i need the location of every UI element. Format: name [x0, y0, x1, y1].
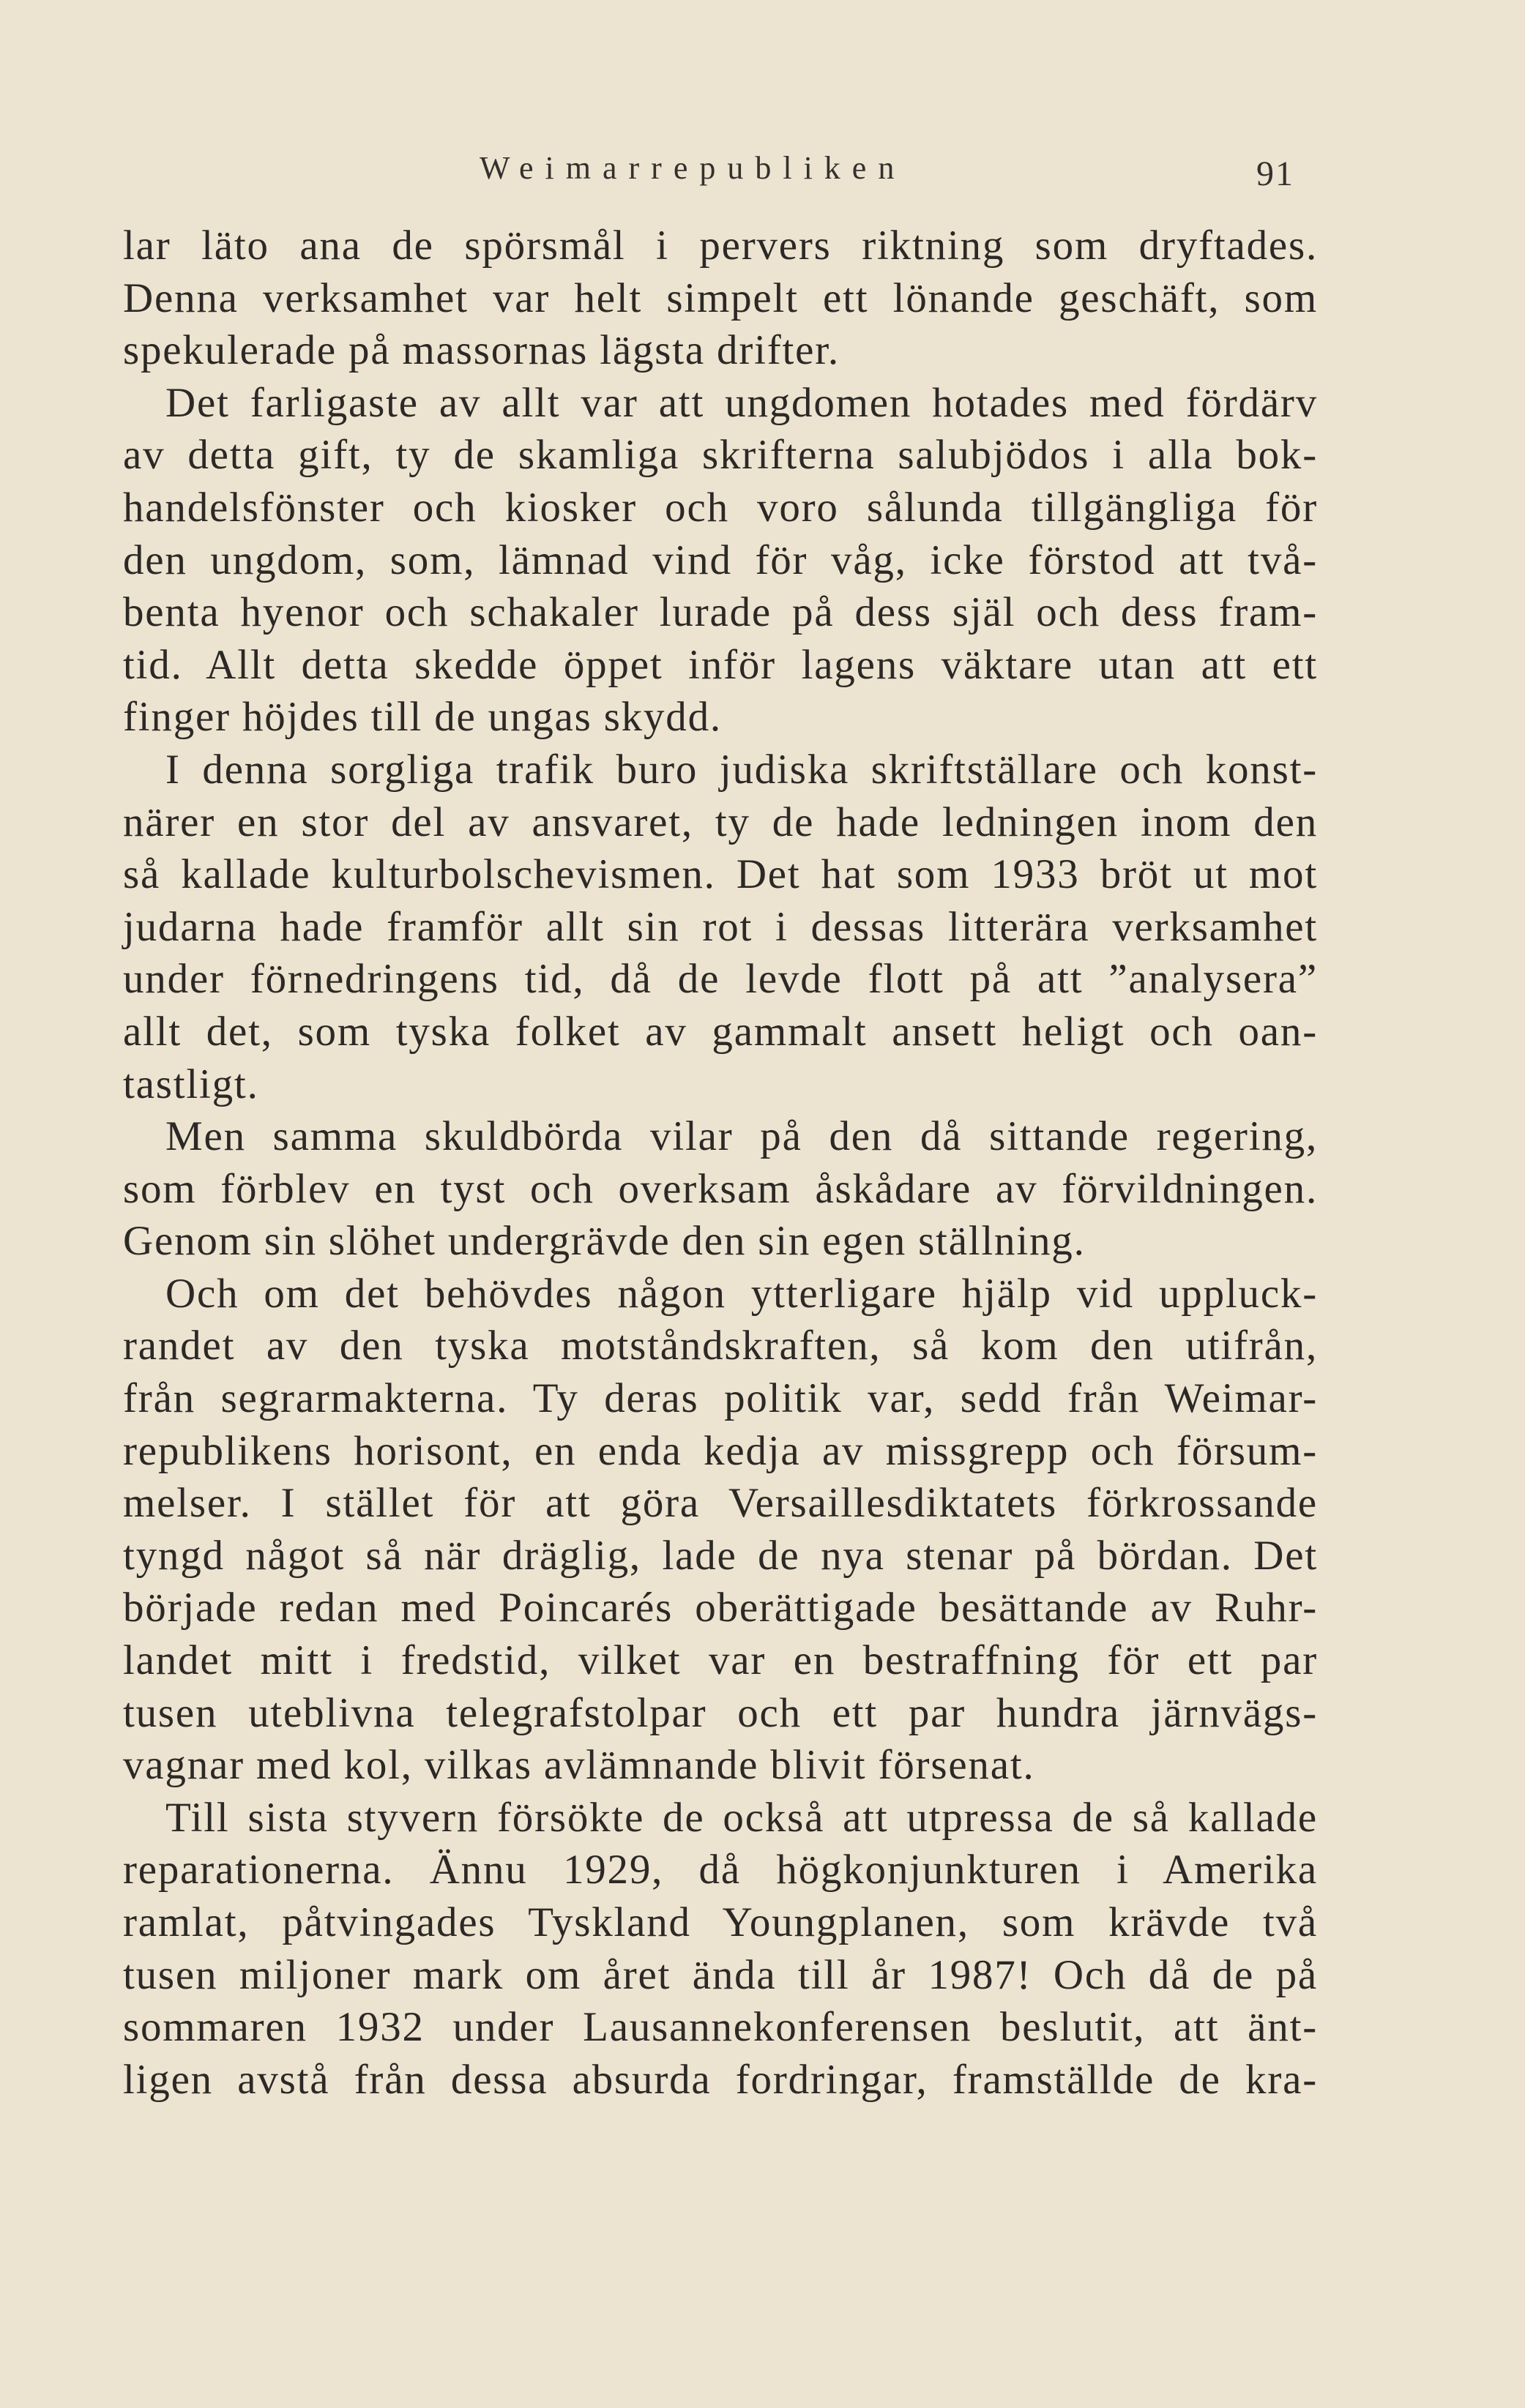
text-line: från segrarmakterna. Ty deras politik var, sedd från Weimar- [123, 1375, 1318, 1422]
body-text [123, 220, 1318, 2106]
text-line: tusen miljoner mark om året ända till år 1987! Och då de på [123, 1951, 1318, 1998]
text-line: Till sista styvern försökte de också att utpressa de så kallade [165, 1794, 1318, 1841]
text-line: tastligt. [123, 1061, 259, 1107]
paragraph [123, 1268, 1318, 1792]
text-line: av detta gift, ty de skamliga skrifterna salubjödos i alla bok- [123, 432, 1318, 479]
running-head: Weimarrepubliken [480, 150, 906, 186]
text-line: spekulerade på massornas lägsta drifter. [123, 327, 840, 374]
text-line: lar läto ana de spörsmål i pervers riktning som dryftades. [123, 223, 1318, 269]
text-line: den ungdom, som, lämnad vind för våg, icke förstod att två- [123, 536, 1318, 583]
text-line: Och om det behövdes någon ytterligare hjälp vid uppluck- [165, 1270, 1318, 1317]
text-line: Det farligaste av allt var att ungdomen hotades med fördärv [165, 379, 1318, 426]
paragraph [123, 377, 1318, 744]
text-line: vagnar med kol, vilkas avlämnande blivit försenat. [123, 1742, 1035, 1789]
paragraph [123, 1792, 1318, 2106]
text-line: judarna hade framför allt sin rot i dessas litterära verksamhet [123, 903, 1318, 950]
paragraph [123, 744, 1318, 1110]
text-line: så kallade kulturbolschevismen. Det hat som 1933 bröt ut mot [123, 851, 1318, 898]
text-line: började redan med Poincarés oberättigade besättande av Ruhr- [123, 1585, 1318, 1631]
text-line: landet mitt i fredstid, vilket var en bestraffning för ett par [123, 1637, 1318, 1684]
text-line: tid. Allt detta skedde öppet inför lagens väktare utan att ett [123, 641, 1318, 688]
text-line: I denna sorgliga trafik buro judiska skriftställare och konst- [165, 746, 1318, 793]
text-line: Men samma skuldbörda vilar på den då sittande regering, [165, 1113, 1318, 1160]
paragraph [123, 1110, 1318, 1268]
text-line: benta hyenor och schakaler lurade på dess själ och dess fram- [123, 589, 1318, 636]
text-line: allt det, som tyska folket av gammalt ansett heligt och oan- [123, 1008, 1318, 1055]
text-line: Genom sin slöhet undergrävde den sin egen ställning. [123, 1218, 1086, 1265]
text-line: Denna verksamhet var helt simpelt ett lönande geschäft, som [123, 274, 1318, 321]
text-line: reparationerna. Ännu 1929, då högkonjunkturen i Amerika [123, 1847, 1318, 1893]
text-line: finger höjdes till de ungas skydd. [123, 694, 722, 741]
text-line: som förblev en tyst och overksam åskådare av förvildningen. [123, 1165, 1318, 1212]
text-line: tusen uteblivna telegrafstolpar och ett par hundra järnvägs- [123, 1689, 1318, 1736]
text-line: tyngd något så när dräglig, lade de nya stenar på bördan. Det [123, 1532, 1318, 1579]
text-line: sommaren 1932 under Lausannekonferensen beslutit, att änt- [123, 2004, 1318, 2051]
text-line: randet av den tyska motståndskraften, så kom den utifrån, [123, 1323, 1318, 1369]
page-number: 91 [1256, 154, 1294, 193]
text-line: ramlat, påtvingades Tyskland Youngplanen, som krävde två [123, 1899, 1318, 1945]
text-line: republikens horisont, en enda kedja av missgrepp och försum- [123, 1427, 1318, 1474]
paragraph [123, 220, 1318, 377]
text-line: närer en stor del av ansvaret, ty de hade ledningen inom den [123, 799, 1318, 845]
text-line: ligen avstå från dessa absurda fordringar, framställde de kra- [123, 2056, 1318, 2103]
text-line: melser. I stället för att göra Versaillesdiktatets förkrossande [123, 1480, 1318, 1527]
text-line: under förnedringens tid, då de levde flott på att ”analysera” [123, 956, 1318, 1003]
text-line: handelsfönster och kiosker och voro sålunda tillgängliga för [123, 484, 1318, 531]
